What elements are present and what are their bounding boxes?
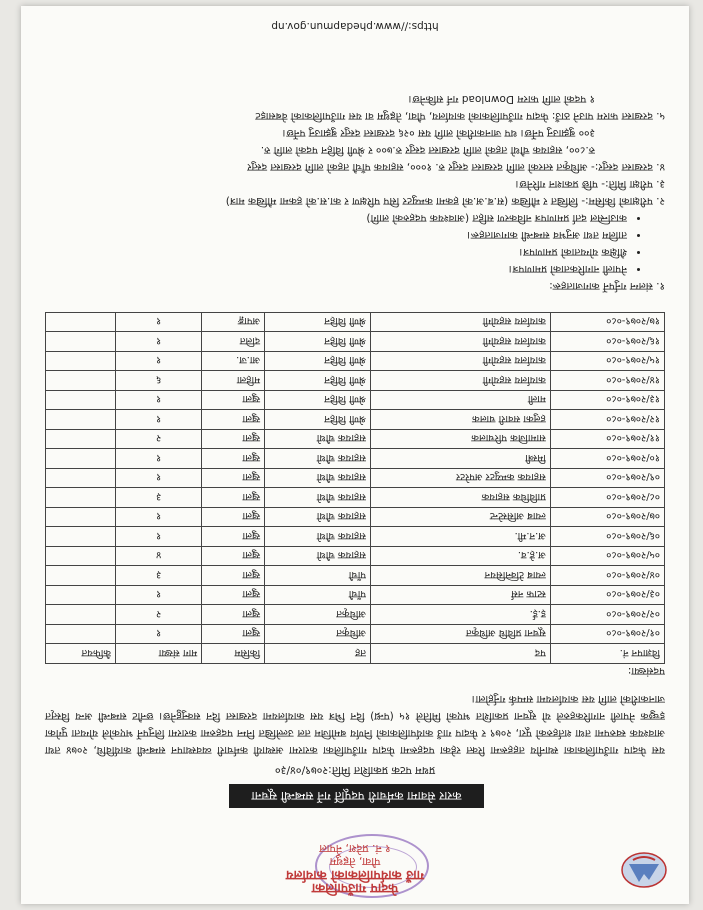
vacancy-table <box>45 312 665 664</box>
column-header: किसिम <box>202 644 265 664</box>
table-cell: १ <box>116 625 202 645</box>
table-cell: खुला <box>202 391 265 411</box>
table-cell: पाँचौ <box>265 586 371 606</box>
table-cell: सहायक चौथो <box>265 488 371 508</box>
notice-title: करार सेवामा कर्मचारी पदपूर्ति गर्ने सम्बन्धी सूचना <box>229 784 484 808</box>
office-address: पौवा, तेह्रथुम <box>329 855 381 868</box>
column-header: माग संख्या <box>116 644 202 664</box>
table-cell: १ <box>116 469 202 489</box>
table-cell: १ <box>116 586 202 606</box>
table-cell: अ.हे.व. <box>371 547 551 567</box>
table-cell <box>46 410 116 430</box>
exam-date: ३. परीक्षा मिति:- पछि प्रकाशन गरिनेछ। <box>515 178 665 190</box>
table-cell: खुला <box>202 586 265 606</box>
table-cell: पाँचौ <box>265 566 371 586</box>
website-note: १ पदको लागि फारम Download गर्न सकिनेछ। <box>408 93 595 105</box>
table-cell: प्राविधिक सहायक <box>371 488 551 508</box>
table-cell <box>46 352 116 372</box>
table-cell: ०८/२०७९-०८० <box>550 488 664 508</box>
fee-line: ३०० बुझाउनु पर्नेछ। थप जानकारीको लागि यस ०२६ दरखास्त दस्तुर बुझाउनु पर्नेछ। <box>282 127 595 139</box>
docs-item: • शैक्षिक योग्यताको प्रमाणपत्र। <box>45 243 627 260</box>
table-cell: अपाङ्ग <box>202 313 265 333</box>
table-cell: श्रेणी विहिन <box>265 352 371 372</box>
table-header-row <box>46 644 665 664</box>
table-cell: खुला <box>202 566 265 586</box>
table-row <box>46 625 665 645</box>
table-cell: सामाजिक परिचालक <box>371 430 551 450</box>
table-cell: खुला <box>202 449 265 469</box>
table-cell: हलुका सवारी चालक <box>371 410 551 430</box>
table-cell: आ.ज. <box>202 352 265 372</box>
table-label: पदसंख्या: <box>627 665 665 677</box>
table-cell <box>46 371 116 391</box>
website-url: https://www.phedapmun.gov.np <box>271 20 439 32</box>
office-name: गाउँ कार्यपालिकाको कार्यालय <box>286 867 424 882</box>
table-cell: २ <box>116 605 202 625</box>
table-cell: ०७/२०७९-०८० <box>550 508 664 528</box>
table-row <box>46 605 665 625</box>
table-cell: खुला <box>202 508 265 528</box>
column-header: कैफियत <box>46 644 116 664</box>
docs-list <box>45 209 665 277</box>
table-cell: सहायक कम्प्युटर अपरेटर <box>371 469 551 489</box>
table-cell: महिला <box>202 371 265 391</box>
table-cell: २ <box>116 430 202 450</box>
table-row <box>46 352 665 372</box>
table-cell: ३ <box>116 488 202 508</box>
table-cell: ल्याब टेक्निसियन <box>371 566 551 586</box>
table-cell: श्रेणी विहिन <box>265 371 371 391</box>
table-row <box>46 547 665 567</box>
table-cell: खुला <box>202 547 265 567</box>
table-cell: श्रेणी विहिन <box>265 410 371 430</box>
table-cell: खुला <box>202 488 265 508</box>
table-cell: श्रेणी विहिन <box>265 332 371 352</box>
table-row <box>46 469 665 489</box>
table-cell: ०४/२०७९-०८० <box>550 566 664 586</box>
table-cell: श्रेणी विहिन <box>265 391 371 411</box>
column-header: विज्ञापन नं. <box>550 644 664 664</box>
table-cell: मिस्त्री <box>371 449 551 469</box>
table-cell <box>46 469 116 489</box>
table-cell <box>46 547 116 567</box>
province: १ नं. प्रदेश, नेपाल <box>319 842 391 855</box>
table-cell: सहायक चौथो <box>265 469 371 489</box>
table-cell: ल्याब असिस्टेन्ट <box>371 508 551 528</box>
table-cell: १३/२०७९-०८० <box>550 391 664 411</box>
table-row <box>46 566 665 586</box>
table-cell: खुला <box>202 410 265 430</box>
table-cell: सहायक चौथो <box>265 547 371 567</box>
publish-date: प्रथम पटक प्रकाशित मिति:२०७९/०४/३० <box>274 764 436 777</box>
table-cell: १२/२०७९-०८० <box>550 410 664 430</box>
table-cell: अधिकृत <box>265 625 371 645</box>
table-cell: अधिकृत <box>265 605 371 625</box>
table-cell: १४/२०७९-०८० <box>550 371 664 391</box>
table-row <box>46 332 665 352</box>
table-cell <box>46 508 116 528</box>
table-row <box>46 313 665 333</box>
table-cell <box>46 527 116 547</box>
org-name: फेदाप गाउँपालिका <box>311 880 399 895</box>
table-row <box>46 488 665 508</box>
column-header: तह <box>265 644 371 664</box>
table-cell: सहायक चौथो <box>265 430 371 450</box>
table-row <box>46 391 665 411</box>
table-cell: कार्यालय सहयोगी <box>371 332 551 352</box>
table-cell: १०/२०७९-०८० <box>550 449 664 469</box>
table-cell <box>46 430 116 450</box>
docs-item: • काउन्सिल दर्ता प्रमाणपत्र नविकरण सहित (आवश्यक पदहरुको लागि) <box>45 209 627 226</box>
exam-type: २. परीक्षाको किसिम:- लिखित र मौखिक (स.ब.अ.को हकमा कम्प्युटर सिप परिक्षण र का.स.को हकमा मौखिक मात्र) <box>225 195 665 207</box>
table-cell: १ <box>116 508 202 528</box>
table-row <box>46 586 665 606</box>
requirements <box>45 90 665 294</box>
table-cell: कार्यालय सहयोगी <box>371 352 551 372</box>
table-cell: अ.न.मी. <box>371 527 551 547</box>
table-cell: खुला <box>202 469 265 489</box>
column-header: पद <box>371 644 551 664</box>
table-cell: ०३/२०७९-०८० <box>550 586 664 606</box>
docs-item: • नेपाली नागरिकताको प्रमाणपत्र। <box>45 260 627 277</box>
table-cell: १ <box>116 527 202 547</box>
table-cell <box>46 391 116 411</box>
table-row <box>46 527 665 547</box>
table-row <box>46 410 665 430</box>
table-cell <box>46 332 116 352</box>
intro-paragraph: यस फेदाप गाउँपालिकाका स्थानीय तहहरूमा रिक्त रहेका पदहरूमा फेदाप गाउँपालिका करारमा अस्थायी कर्मचारी व्यवस्थापन सम्बन्धी कार्यविधि, २०७४ तथा आवश्यक स्वरुपमा तथा शर्तहरुको पूरा, २०७९ र फेदाप गाउँ कार्यपालिकाको निर्णय बमोजिम तल उल्लेखित निम्न पदहरुमा करारमा लिनुपर्ने भएकोले योग्यता पुगेका इच्छुक नेपाली नागरिकहरुले यो सूचना प्रकाशित भएको मितिले १५ (पन्ध्र) दिन भित्र यस कार्यालयमा दरखास्त दिन सक्नुहुनेछ। छनौट सम्बन्धी अन्य विस्तृत जानकारीको लागि यस कार्यालयमा सम्पर्क गर्नुहोला। <box>45 693 665 756</box>
table-cell: खुला <box>202 430 265 450</box>
docs-heading: १. संलग्न गर्नुपर्ने कागजातहरू: <box>549 280 665 292</box>
table-cell: ४ <box>116 547 202 567</box>
table-cell <box>46 313 116 333</box>
letterhead <box>21 842 689 894</box>
table-cell: १ <box>116 313 202 333</box>
table-cell: १ <box>116 332 202 352</box>
table-cell <box>46 488 116 508</box>
table-row <box>46 430 665 450</box>
table-cell: सूचना प्रविधि अधिकृत <box>371 625 551 645</box>
table-cell: ०५/२०७९-०८० <box>550 547 664 567</box>
table-cell <box>46 449 116 469</box>
table-cell: इ.ई. <box>371 605 551 625</box>
paper <box>21 6 689 904</box>
table-cell: स्टाफ नर्स <box>371 586 551 606</box>
table-cell: खुला <box>202 605 265 625</box>
table-cell: १७/२०७९-०८० <box>550 313 664 333</box>
table-cell: श्रेणी विहिन <box>265 313 371 333</box>
table-cell: सहायक चौथो <box>265 449 371 469</box>
table-cell: १५/२०७९-०८० <box>550 352 664 372</box>
table-cell: ६ <box>116 371 202 391</box>
table-cell: दलित <box>202 332 265 352</box>
table-cell: ३ <box>116 566 202 586</box>
table-row <box>46 371 665 391</box>
table-cell: १ <box>116 410 202 430</box>
table-row <box>46 508 665 528</box>
table-cell: ०१/२०७९-०८० <box>550 625 664 645</box>
table-cell <box>46 625 116 645</box>
table-cell: १ <box>116 391 202 411</box>
table-cell <box>46 566 116 586</box>
form-location: ५. दरखास्त फारम पाउने ठाउँ: फेदाप गाउँपालिकाको कार्यालय, पौवा, तेह्रथुम वा यस गाउँपालिकाको वेबसाइट <box>255 110 665 122</box>
table-cell: १६/२०७९-०८० <box>550 332 664 352</box>
table-cell: माली <box>371 391 551 411</box>
table-cell: ०२/२०७९-०८० <box>550 605 664 625</box>
fee-line: ४. दरखास्त दस्तुर:- अधिकृत स्तरको लागि दरखास्त दस्तुर रु. १०००, सहायक पाँचौ तहको लागि दरखास्त दस्तुर <box>247 161 665 173</box>
table-cell <box>46 605 116 625</box>
table-cell: सहायक चौथो <box>265 508 371 528</box>
table-cell: खुला <box>202 527 265 547</box>
table-cell: ०९/२०७९-०८० <box>550 469 664 489</box>
table-cell: कार्यालय सहयोगी <box>371 313 551 333</box>
docs-item: • तालिम तथा अनुभव सम्बन्धी कागजातहरू। <box>45 226 627 243</box>
table-row <box>46 449 665 469</box>
table-cell: सहायक चौथो <box>265 527 371 547</box>
fee-line: रु.८००, सहायक चौथो तहको लागि दरखास्त दस्तुर रु.७०० र श्रेणी विहिन पदको लागि रु. <box>260 144 595 156</box>
table-cell: ०६/२०७९-०८० <box>550 527 664 547</box>
table-cell <box>46 586 116 606</box>
table-cell: १ <box>116 352 202 372</box>
table-cell: कार्यालय सहयोगी <box>371 371 551 391</box>
table-cell: १ <box>116 449 202 469</box>
table-cell: ११/२०७९-०८० <box>550 430 664 450</box>
table-cell: खुला <box>202 625 265 645</box>
